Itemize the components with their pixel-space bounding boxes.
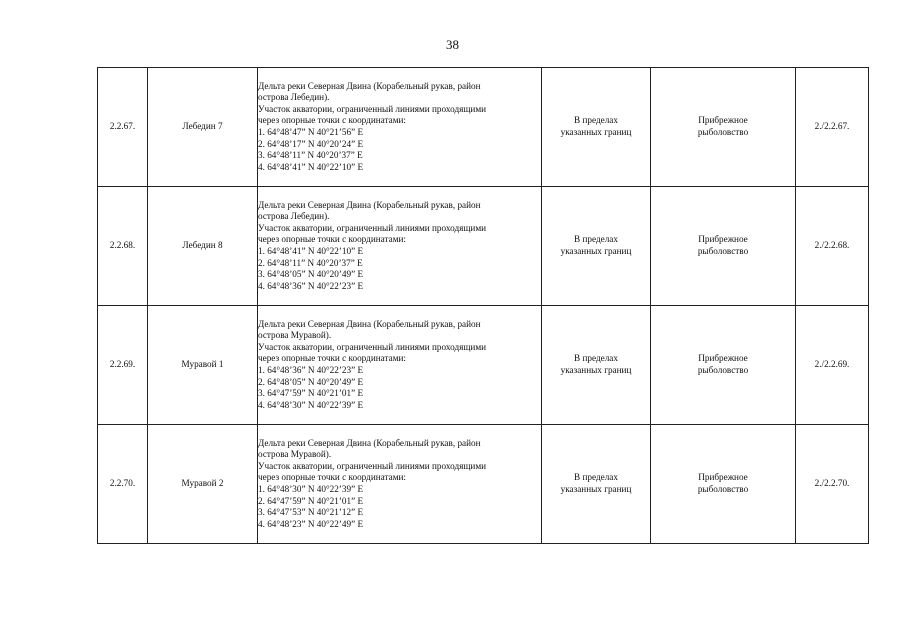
description-line: острова Лебедин). xyxy=(258,92,330,103)
row-number: 2.2.70. xyxy=(98,425,148,544)
description-line: через опорные точки с координатами: xyxy=(258,115,406,126)
bounds-line: В пределах xyxy=(574,353,618,364)
fishing-areas-table xyxy=(97,67,869,544)
area-bounds xyxy=(542,306,651,425)
page-number: 38 xyxy=(446,37,459,52)
row-number: 2.2.68. xyxy=(98,187,148,306)
coordinate-point: 4. 64°48’30” N 40°22’39” E xyxy=(258,399,364,410)
bounds-line: В пределах xyxy=(574,115,618,126)
description-line: через опорные точки с координатами: xyxy=(258,472,406,483)
area-bounds xyxy=(542,68,651,187)
description-line: через опорные точки с координатами: xyxy=(258,353,406,364)
area-name: Муравой 2 xyxy=(148,425,258,544)
coordinate-point: 1. 64°48’47” N 40°21’56” E xyxy=(258,127,364,137)
description-line: Участок акватории, ограниченный линиями проходящими xyxy=(258,341,487,352)
type-line: рыболовство xyxy=(697,484,749,494)
table-row xyxy=(98,187,869,306)
table-row xyxy=(98,306,869,425)
type-line: рыболовство xyxy=(697,246,749,256)
area-name: Лебедин 8 xyxy=(148,187,258,306)
coordinate-point: 2. 64°48’05” N 40°20’49” E xyxy=(258,376,364,387)
coordinate-point: 2. 64°47’59” N 40°21’01” E xyxy=(258,495,364,506)
area-code: 2./2.2.69. xyxy=(796,306,869,425)
type-line: Прибрежное xyxy=(698,353,748,364)
area-code: 2./2.2.68. xyxy=(796,187,869,306)
description-line: Дельта реки Северная Двина (Корабельный рукав, район xyxy=(258,437,481,448)
fishing-type xyxy=(651,425,796,544)
coordinate-point: 4. 64°48’36” N 40°22’23” E xyxy=(258,280,364,291)
area-description xyxy=(258,425,542,544)
bounds-line: В пределах xyxy=(574,234,618,245)
description-line: Участок акватории, ограниченный линиями проходящими xyxy=(258,460,487,471)
description-line: острова Муравой). xyxy=(258,449,332,460)
description-line: Участок акватории, ограниченный линиями проходящими xyxy=(258,222,487,233)
coordinate-point: 1. 64°48’36” N 40°22’23” E xyxy=(258,365,364,375)
type-line: Прибрежное xyxy=(698,234,748,245)
type-line: рыболовство xyxy=(697,365,749,375)
table-row xyxy=(98,68,869,187)
type-line: Прибрежное xyxy=(698,115,748,126)
row-number: 2.2.67. xyxy=(98,68,148,187)
fishing-type xyxy=(651,68,796,187)
coordinate-point: 4. 64°48’23” N 40°22’49” E xyxy=(258,518,364,529)
area-code: 2./2.2.70. xyxy=(796,425,869,544)
description-line: Участок акватории, ограниченный линиями проходящими xyxy=(258,103,487,114)
bounds-line: указанных границ xyxy=(560,246,632,256)
description-line: Дельта реки Северная Двина (Корабельный рукав, район xyxy=(258,199,481,210)
area-description xyxy=(258,187,542,306)
bounds-line: В пределах xyxy=(574,472,618,483)
table-row xyxy=(98,425,869,544)
type-line: Прибрежное xyxy=(698,472,748,483)
coordinate-point: 2. 64°48’17” N 40°20’24” E xyxy=(258,138,364,149)
description-line: острова Лебедин). xyxy=(258,211,330,222)
coordinate-point: 3. 64°47’59” N 40°21’01” E xyxy=(258,388,364,399)
description-line: через опорные точки с координатами: xyxy=(258,234,406,245)
bounds-line: указанных границ xyxy=(560,365,632,375)
coordinate-point: 3. 64°47’53” N 40°21’12” E xyxy=(258,507,364,518)
bounds-line: указанных границ xyxy=(560,127,632,137)
description-line: Дельта реки Северная Двина (Корабельный рукав, район xyxy=(258,318,481,329)
coordinate-point: 1. 64°48’30” N 40°22’39” E xyxy=(258,484,364,494)
row-number: 2.2.69. xyxy=(98,306,148,425)
type-line: рыболовство xyxy=(697,127,749,137)
coordinate-point: 1. 64°48’41” N 40°22’10” E xyxy=(258,246,364,256)
description-line: острова Муравой). xyxy=(258,330,332,341)
fishing-type xyxy=(651,187,796,306)
area-name: Лебедин 7 xyxy=(148,68,258,187)
area-bounds xyxy=(542,425,651,544)
description-line: Дельта реки Северная Двина (Корабельный рукав, район xyxy=(258,80,481,91)
coordinate-point: 3. 64°48’11” N 40°20’37” E xyxy=(258,150,363,161)
bounds-line: указанных границ xyxy=(560,484,632,494)
area-name: Муравой 1 xyxy=(148,306,258,425)
coordinate-point: 4. 64°48’41” N 40°22’10” E xyxy=(258,161,364,172)
area-bounds xyxy=(542,187,651,306)
area-description xyxy=(258,68,542,187)
fishing-type xyxy=(651,306,796,425)
area-code: 2./2.2.67. xyxy=(796,68,869,187)
coordinate-point: 3. 64°48’05” N 40°20’49” E xyxy=(258,269,364,280)
coordinate-point: 2. 64°48’11” N 40°20’37” E xyxy=(258,257,363,268)
area-description xyxy=(258,306,542,425)
